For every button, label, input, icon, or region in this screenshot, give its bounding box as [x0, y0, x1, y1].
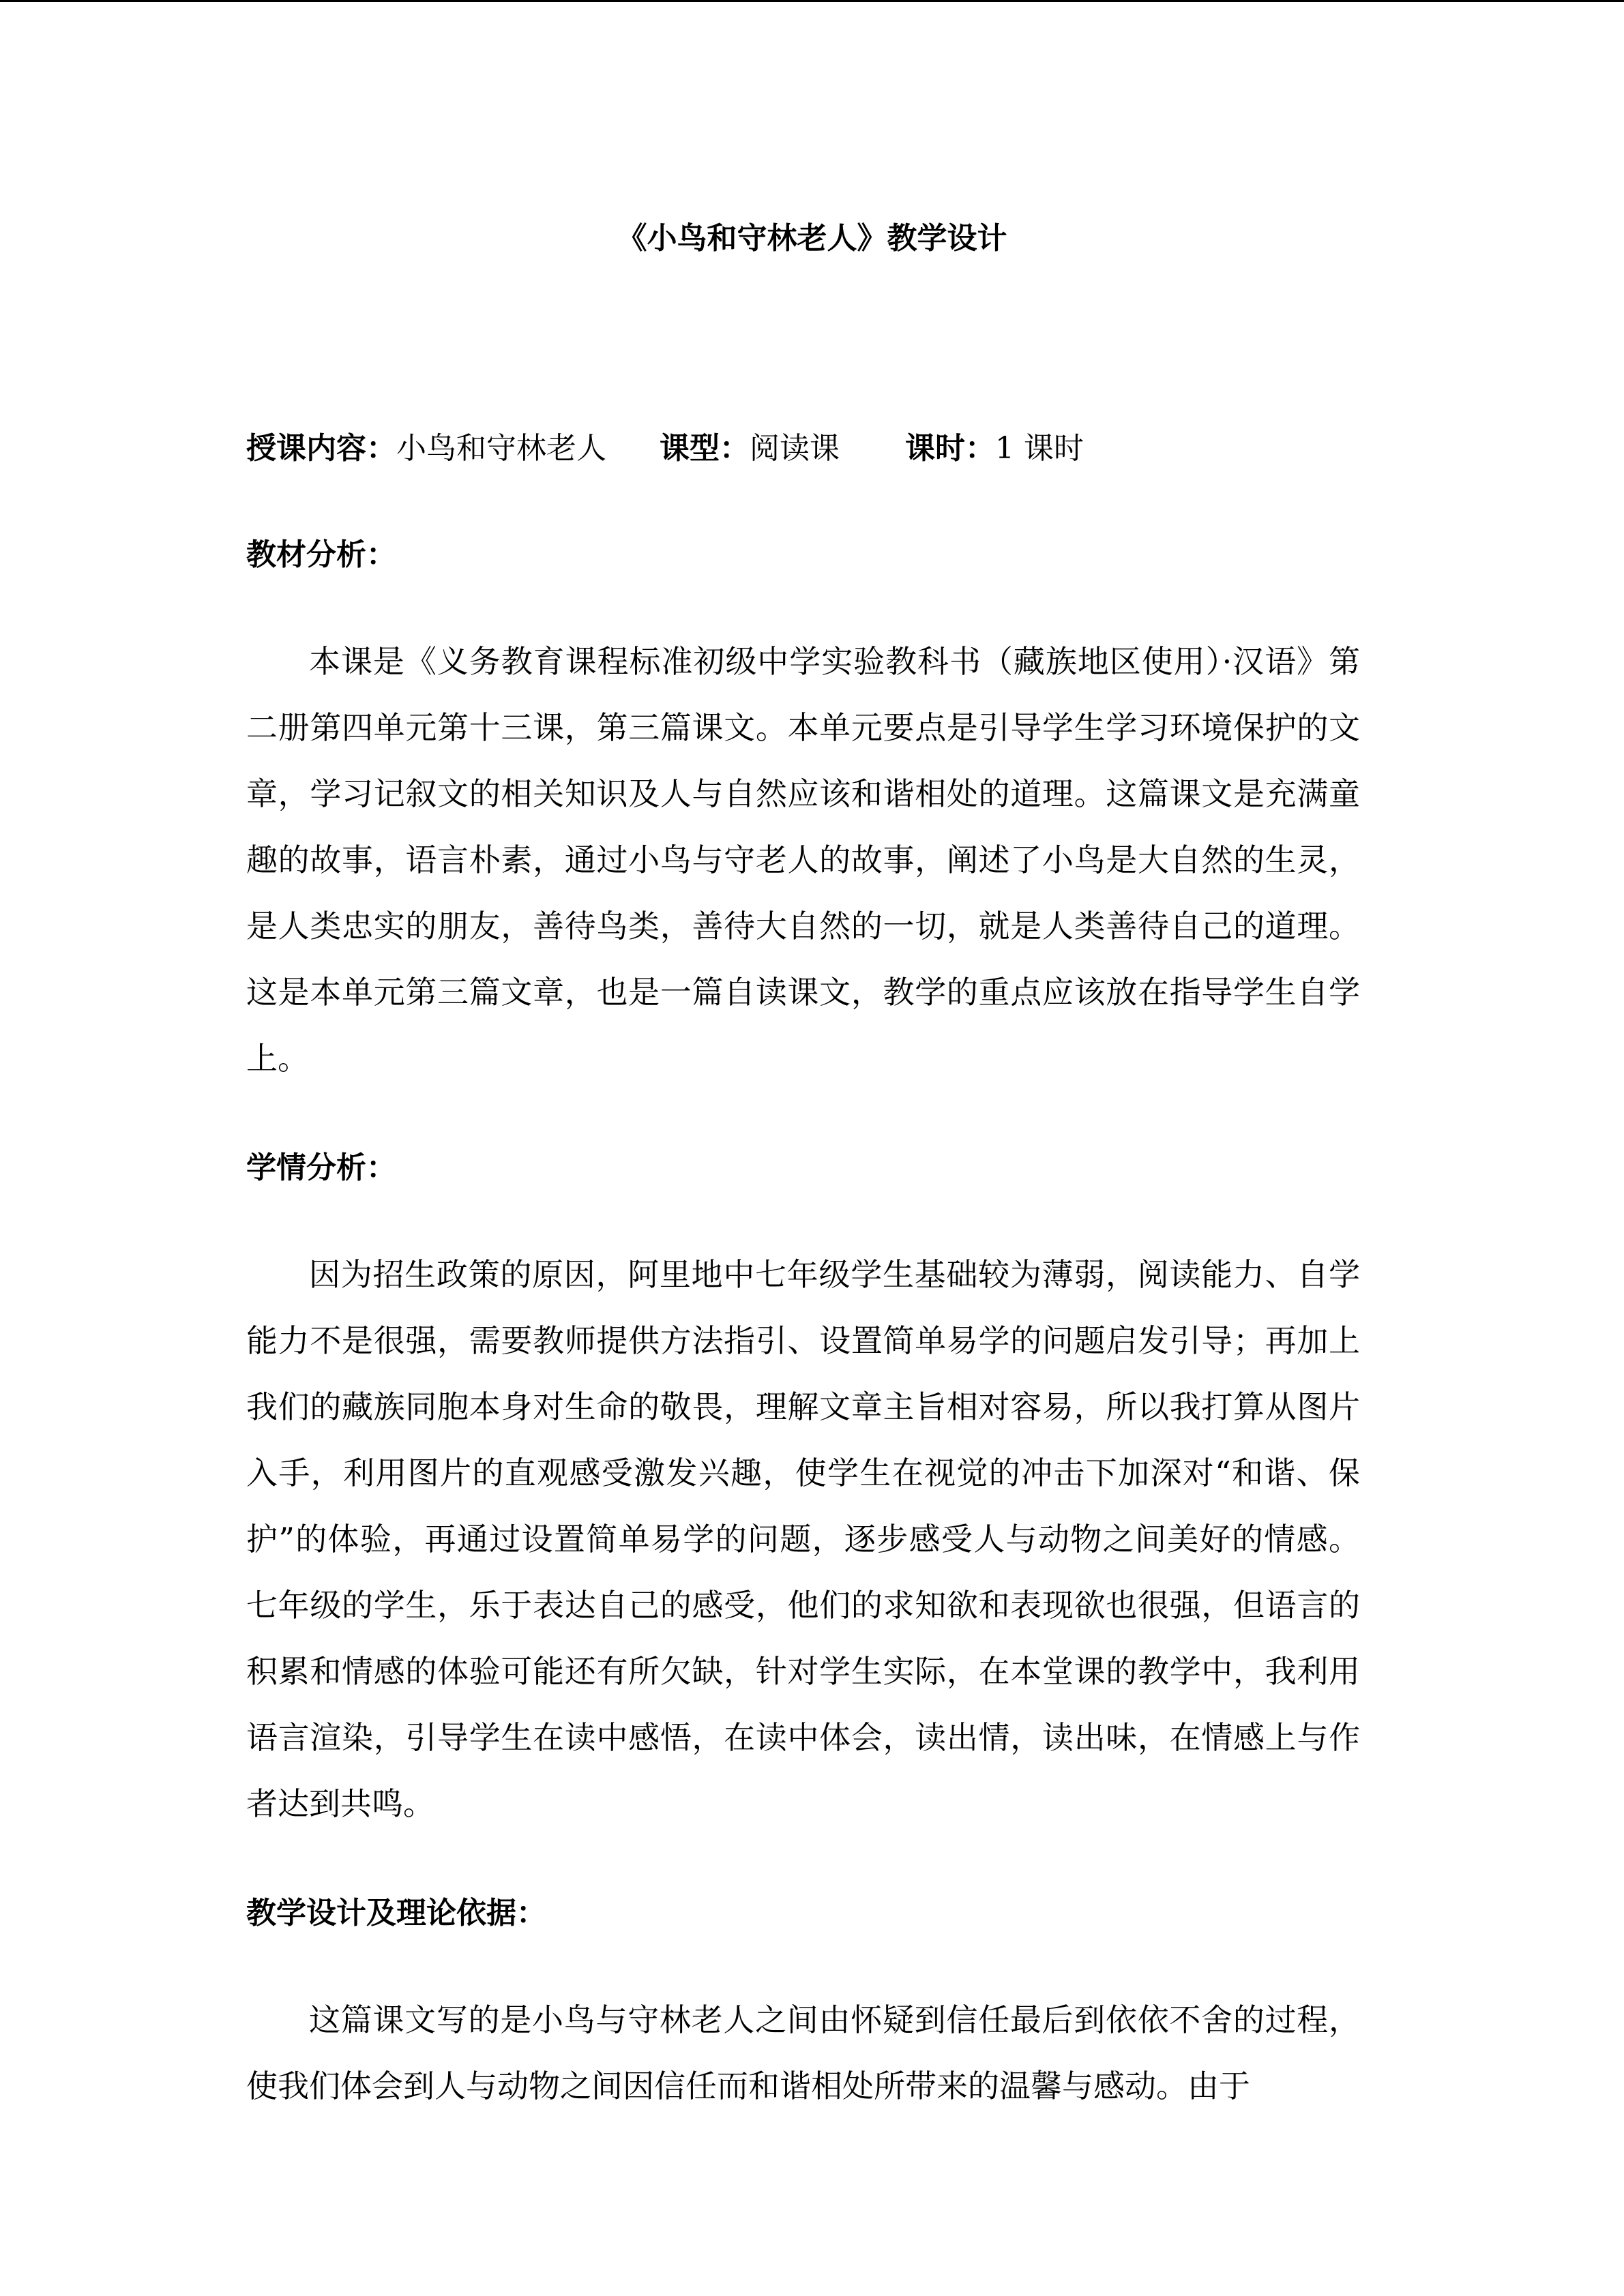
hours-value: 1 课时	[995, 431, 1084, 466]
page-title: 《小鸟和守林老人》教学设计	[617, 221, 1007, 256]
section-heading: 教材分析：	[246, 537, 396, 572]
section-heading: 学情分析：	[246, 1150, 396, 1185]
lesson-info-line	[246, 416, 1360, 481]
document-body	[246, 416, 1360, 2119]
section-design-basis	[246, 1881, 1360, 2119]
section-paragraph: 这篇课文写的是小鸟与守林老人之间由怀疑到信任最后到依依不舍的过程，使我们体会到人与动物之间因信任而和谐相处所带来的温馨与感动。由于	[246, 2001, 1360, 2104]
type-value: 阅读课	[750, 431, 840, 466]
section-paragraph: 因为招生政策的原因，阿里地中七年级学生基础较为薄弱，阅读能力、自学能力不是很强，需要教师提供方法指引、设置简单易学的问题启发引导；再加上我们的藏族同胞本身对生命的敬畏，理解文章主旨相对容易，所以我打算从图片入手，利用图片的直观感受激发兴趣，使学生在视觉的冲击下加深对“和谐、保护”的体验，再通过设置简单易学的问题，逐步感受人与动物之间美好的情感。七年级的学生，乐于表达自己的感受，他们的求知欲和表现欲也很强，但语言的积累和情感的体验可能还有所欠缺，针对学生实际，在本堂课的教学中，我利用语言渲染，引导学生在读中感悟，在读中体会，读出情，读出味，在情感上与作者达到共鸣。	[246, 1256, 1360, 1822]
type-label: 课型：	[660, 431, 750, 466]
section-paragraph: 本课是《义务教育课程标准初级中学实验教科书（藏族地区使用）·汉语》第二册第四单元第十三课，第三篇课文。本单元要点是引导学生学习环境保护的文章，学习记叙文的相关知识及人与自然应该和谐相处的道理。这篇课文是充满童趣的故事，语言朴素，通过小鸟与守老人的故事，阐述了小鸟是大自然的生灵，是人类忠实的朋友，善待鸟类，善待大自然的一切，就是人类善待自己的道理。这是本单元第三篇文章，也是一篇自读课文，教学的重点应该放在指导学生自学上。	[246, 643, 1360, 1077]
content-value: 小鸟和守林老人	[396, 431, 606, 466]
hours-label: 课时：	[905, 431, 995, 466]
section-student-analysis	[246, 1135, 1360, 1837]
section-textbook-analysis	[246, 522, 1360, 1092]
section-heading: 教学设计及理论依据：	[246, 1896, 546, 1930]
top-border-line	[0, 0, 1624, 2]
content-label: 授课内容：	[246, 431, 396, 466]
